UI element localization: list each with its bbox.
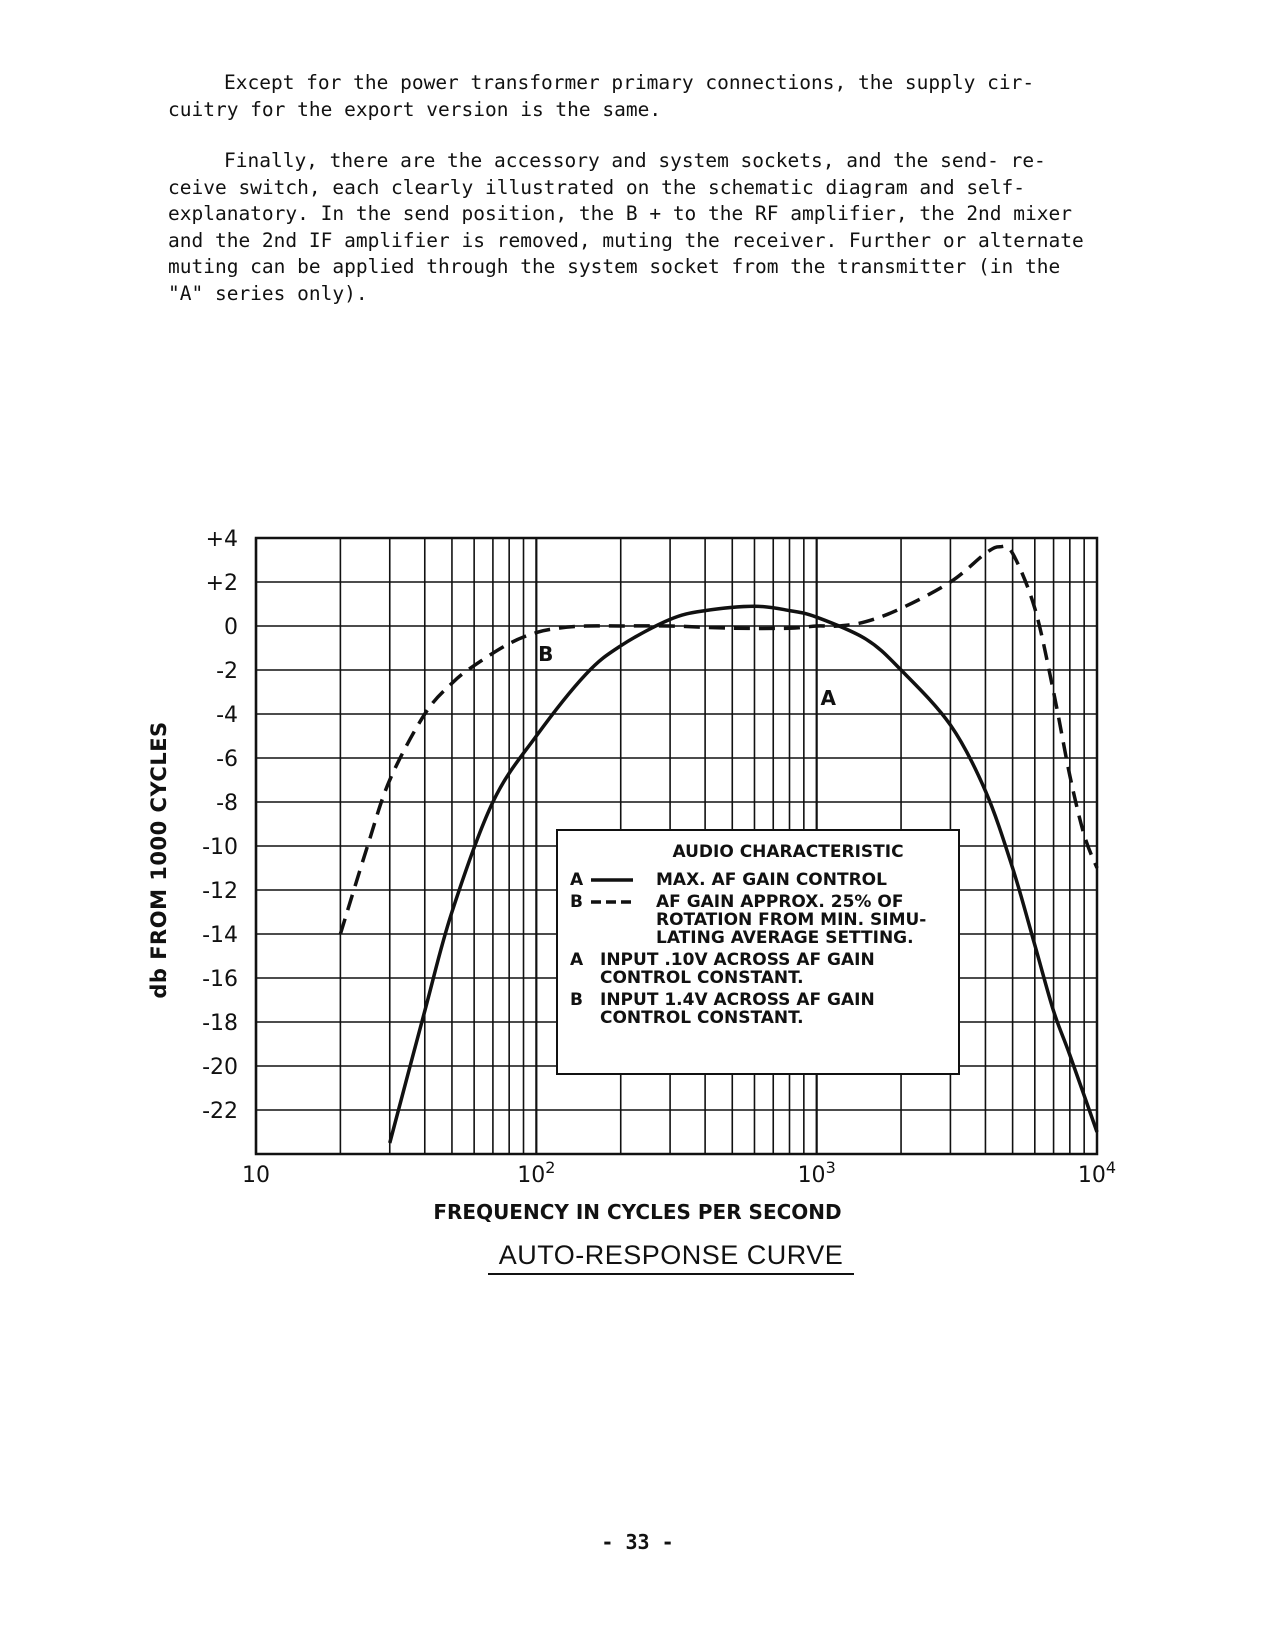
legend-text-b: AF GAIN APPROX. 25% OF ROTATION FROM MIN. SIMU- LATING AVERAGE SETTING.: [656, 892, 927, 948]
legend-entry-b: [570, 893, 946, 947]
legend-note-a-text: INPUT .10V ACROSS AF GAIN CONTROL CONSTANT.: [600, 950, 875, 988]
y-tick-label: -2: [216, 659, 238, 684]
y-tick-label: -22: [202, 1099, 238, 1124]
x-tick-label: 10: [242, 1163, 270, 1188]
para2-line5: muting can be applied through the system socket from the transmitter (in the: [168, 255, 1061, 278]
legend-note-b-key: B: [570, 990, 583, 1010]
y-tick-label: -16: [202, 967, 238, 992]
x-axis-label: FREQUENCY IN CYCLES PER SECOND: [433, 1200, 842, 1224]
y-tick-label: -10: [202, 835, 238, 860]
x-tick-label: $10^2$: [517, 1158, 556, 1188]
y-tick-label: 0: [224, 615, 238, 640]
legend-note-b: [570, 991, 946, 1027]
para1-line1: Except for the power transformer primary connections, the supply cir-: [224, 71, 1035, 94]
legend-title: AUDIO CHARACTERISTIC: [672, 842, 904, 862]
y-tick-label: -18: [202, 1011, 238, 1036]
y-tick-label: -12: [202, 879, 238, 904]
para2-line1: Finally, there are the accessory and system sockets, and the send- re-: [224, 149, 1046, 172]
chart-legend: [556, 829, 960, 1075]
annotation-b: B: [538, 642, 554, 667]
legend-note-a-key: A: [570, 950, 584, 970]
legend-note-b-text: INPUT 1.4V ACROSS AF GAIN CONTROL CONSTANT.: [600, 990, 875, 1028]
para2-line3: explanatory. In the send position, the B + to the RF amplifier, the 2nd mixer: [168, 202, 1072, 225]
y-tick-label: -4: [216, 703, 238, 728]
legend-note-a: [570, 951, 946, 987]
y-tick-label: -6: [216, 747, 238, 772]
y-tick-label: -20: [202, 1055, 238, 1080]
para1-line2: cuitry for the export version is the same.: [168, 97, 662, 121]
para2-line4: and the 2nd IF amplifier is removed, muting the receiver. Further or alternate: [168, 228, 1084, 252]
y-tick-label: +2: [205, 571, 238, 596]
y-axis-label: db FROM 1000 CYCLES: [147, 721, 171, 999]
y-tick-label: -8: [216, 791, 238, 816]
legend-key-a: A: [570, 870, 584, 890]
annotation-a: A: [820, 686, 837, 711]
chart-caption: AUTO-RESPONSE CURVE: [488, 1240, 854, 1275]
legend-entry-a: [570, 871, 946, 889]
y-tick-label: -14: [202, 923, 238, 948]
para2-line2: ceive switch, each clearly illustrated on the schematic diagram and self-: [168, 175, 1026, 199]
x-tick-label: $10^4$: [1077, 1158, 1117, 1188]
page-number: - 33 -: [601, 1530, 674, 1554]
y-tick-label: +4: [205, 527, 238, 552]
para2-line6: "A" series only).: [168, 281, 368, 305]
legend-key-b: B: [570, 892, 583, 912]
legend-text-a: MAX. AF GAIN CONTROL: [656, 870, 887, 890]
x-tick-label: $10^3$: [797, 1158, 836, 1188]
